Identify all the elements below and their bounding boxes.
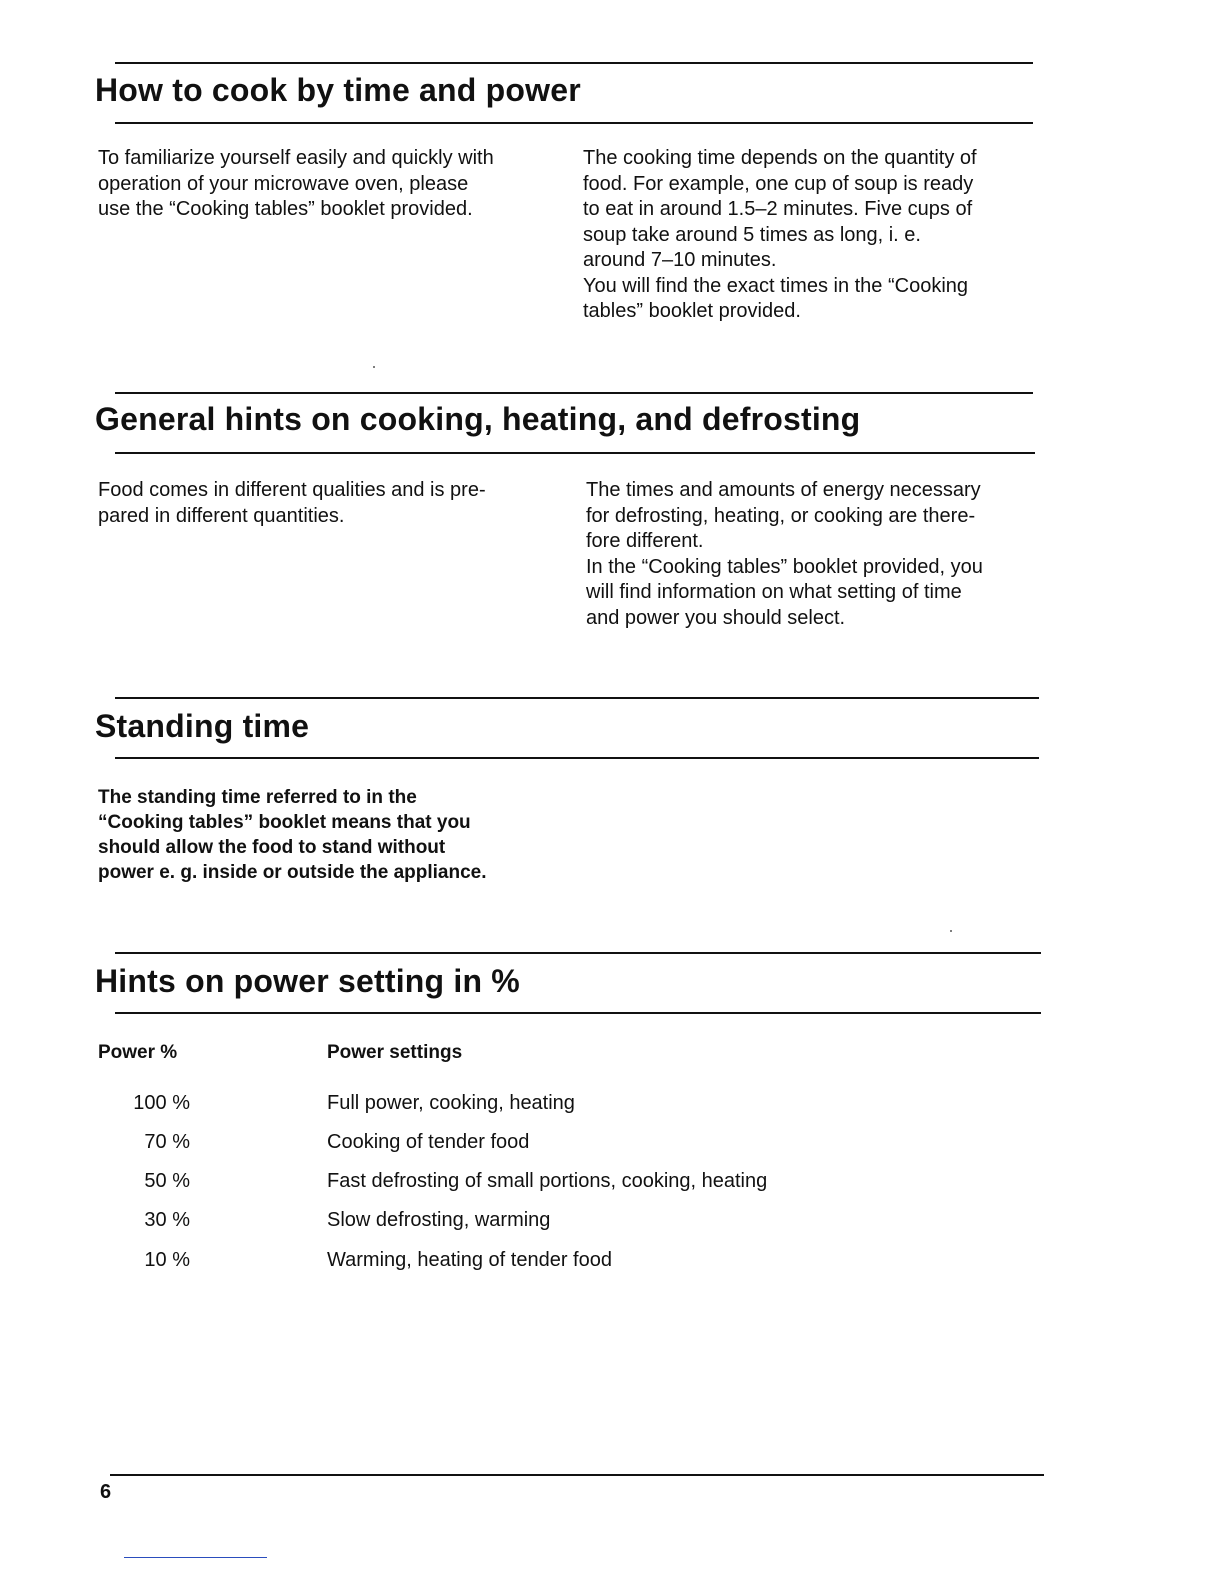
hints-left-paragraph: Food comes in different qualities and is pre- pared in different quantities. (98, 479, 486, 527)
power-setting-description: Fast defrosting of small portions, cooking, heating (327, 1170, 768, 1192)
cook-right-paragraph: The cooking time depends on the quantity of food. For example, one cup of soup is ready to eat in around 1.5–2 minutes. Five cups of soup take around 5 times as long, i. e. around 7–10 minutes. You will find the exact times in the “Cooking tables” booklet provided. (583, 147, 977, 322)
standing-paragraph: The standing time referred to in the “Cooking tables” booklet means that you should allow the food to stand without power e. g. inside or outside the appliance. (98, 787, 487, 883)
power-setting-description: Full power, cooking, heating (327, 1092, 575, 1114)
section-rule-top-hints (115, 392, 1033, 394)
power-value: 30 % (144, 1209, 190, 1231)
scan-speck (373, 366, 375, 368)
column-header-settings: Power settings (327, 1042, 463, 1063)
section-title-standing: Standing time (95, 708, 310, 744)
section-title-power: Hints on power setting in % (95, 963, 520, 999)
power-value: 100 % (133, 1092, 190, 1114)
section-rule-bottom-standing (115, 757, 1039, 759)
page-number: 6 (100, 1481, 112, 1503)
power-value: 50 % (144, 1170, 190, 1192)
section-rule-top-cook (115, 62, 1033, 64)
power-setting-description: Slow defrosting, warming (327, 1209, 551, 1231)
section-rule-top-standing (115, 697, 1039, 699)
footer-rule (110, 1474, 1044, 1476)
scan-edge-line (124, 1557, 267, 1558)
cook-left-paragraph: To familiarize yourself easily and quickly with operation of your microwave oven, please use the “Cooking tables” booklet provided. (98, 147, 494, 220)
scan-speck (950, 930, 952, 932)
power-setting-description: Warming, heating of tender food (327, 1249, 612, 1271)
power-setting-description: Cooking of tender food (327, 1131, 530, 1153)
section-title-cook: How to cook by time and power (95, 72, 581, 108)
section-rule-top-power (115, 952, 1041, 954)
section-title-hints: General hints on cooking, heating, and defrosting (95, 401, 861, 437)
hints-right-paragraph: The times and amounts of energy necessary for defrosting, heating, or cooking are there- fore different. In the “Cooking tables” booklet provided, you will find information on what setting of time and power you should select. (586, 479, 983, 629)
section-rule-bottom-cook (115, 122, 1033, 124)
column-header-power: Power % (98, 1042, 178, 1063)
power-value: 70 % (144, 1131, 190, 1153)
section-rule-bottom-hints (115, 452, 1035, 454)
power-value: 10 % (144, 1249, 190, 1271)
section-rule-bottom-power (115, 1012, 1041, 1014)
